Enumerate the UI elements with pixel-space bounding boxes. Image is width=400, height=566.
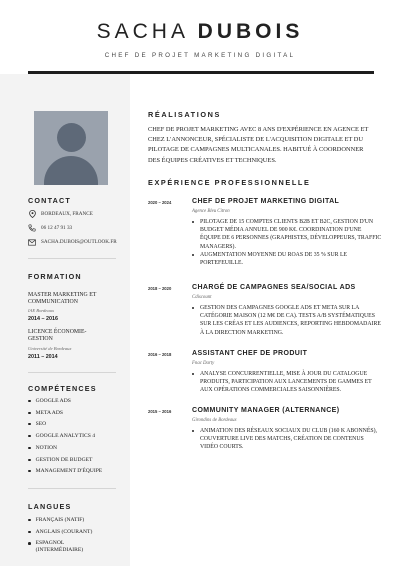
job-company: Cdiscount <box>192 295 212 300</box>
job-bullet: PILOTAGE DE 15 COMPTES CLIENTS B2B ET B2C, GESTION D'UN BUDGET MÉDIA ANNUEL DE 900 K€. COORDINATION D'UNE ÉQUIPE DE 6 PERSONNES (GRAPHISTES, DÉVELOPPEURS, TRAFFIC MANAGERS). <box>192 218 382 251</box>
email-text[interactable]: SACHA.DUBOIS@OUTLOOK.FR <box>41 239 117 245</box>
resume-header <box>0 0 400 72</box>
contact-heading: CONTACT <box>28 196 71 205</box>
job-dates: 2020 – 2024 <box>148 200 172 205</box>
avatar-body <box>44 156 98 185</box>
last-name: DUBOIS <box>197 20 304 43</box>
skill-item: META ADS <box>28 410 63 416</box>
bullet-dot <box>28 423 31 426</box>
job-company: Girondins de Bordeaux <box>192 418 237 423</box>
job-subtitle: CHEF DE PROJET MARKETING DIGITAL <box>104 52 296 59</box>
sidebar-divider <box>28 488 116 489</box>
skill-item: GOOGLE ADS <box>28 398 71 404</box>
bullet-dot <box>192 307 194 309</box>
bullet-dot <box>28 531 31 534</box>
job-bullet: ANALYSE CONCURRENTIELLE, MISE À JOUR DU CATALOGUE PRODUITS, PARTICIPATION AUX LANCEMENTS DE GAMMES ET AUX OPÉRATIONS COMMERCIALES SAISONNIÈRES. <box>192 370 382 395</box>
contact-address <box>28 209 93 219</box>
language-item: ANGLAIS (COURANT) <box>28 529 92 535</box>
education-years: 2014 – 2016 <box>28 316 58 322</box>
job-bullets <box>192 427 382 452</box>
address-text: BORDEAUX, FRANCE <box>41 211 93 217</box>
skill-item: MANAGEMENT D'ÉQUIPE <box>28 468 102 474</box>
sidebar-divider <box>28 258 116 259</box>
bullet-dot <box>28 470 31 473</box>
bullet-dot <box>28 459 31 462</box>
job-title: ASSISTANT CHEF DE PRODUIT <box>192 350 308 357</box>
skill-item: GOOGLE ANALYTICS 4 <box>28 433 95 439</box>
bullet-dot <box>192 373 194 375</box>
job-dates: 2016 – 2018 <box>148 352 172 357</box>
bullet-dot <box>192 221 194 223</box>
bullet-dot <box>192 430 194 432</box>
bullet-dot <box>28 412 31 415</box>
job-title: COMMUNITY MANAGER (ALTERNANCE) <box>192 407 340 414</box>
contact-phone <box>28 223 72 233</box>
skill-item: SEO <box>28 421 46 427</box>
education-degree: MASTER MARKETING ET COMMUNICATION <box>28 292 97 305</box>
education-school: Université de Bordeaux <box>28 346 72 351</box>
bullet-dot <box>28 542 31 545</box>
job-dates: 2015 – 2016 <box>148 409 172 414</box>
education-school: IAE Bordeaux <box>28 308 54 313</box>
skill-item: GESTION DE BUDGET <box>28 457 92 463</box>
job-bullet: ANIMATION DES RÉSEAUX SOCIAUX DU CLUB (160 K ABONNÉS), COUVERTURE LIVE DES MATCHS, CRÉATION DE CONTENUS VIDÉO COURTS. <box>192 427 382 452</box>
job-company: Agence Bleu Citron <box>192 209 230 214</box>
bullet-dot <box>28 519 31 522</box>
education-heading: FORMATION <box>28 272 82 281</box>
bullet-dot <box>28 400 31 403</box>
job-title: CHEF DE PROJET MARKETING DIGITAL <box>192 198 340 205</box>
education-years: 2011 – 2014 <box>28 354 58 360</box>
phone-icon <box>28 224 36 232</box>
experience-heading: EXPÉRIENCE PROFESSIONNELLE <box>148 178 311 187</box>
avatar-head <box>57 123 86 152</box>
job-dates: 2018 – 2020 <box>148 286 172 291</box>
languages-heading: LANGUES <box>28 502 72 511</box>
bullet-dot <box>192 254 194 256</box>
job-bullet: AUGMENTATION MOYENNE DU ROAS DE 35 % SUR LE PORTEFEUILLE. <box>192 251 382 267</box>
bullet-dot <box>28 447 31 450</box>
bullet-dot <box>28 435 31 438</box>
job-bullets <box>192 304 382 337</box>
job-company: Fnac Darty <box>192 361 215 366</box>
language-item: ESPAGNOL (INTERMÉDIAIRE) <box>28 540 98 553</box>
education-degree: LICENCE ÉCONOMIE-GESTION <box>28 329 87 342</box>
full-name <box>0 20 400 44</box>
first-name: SACHA <box>96 20 188 43</box>
job-bullets <box>192 370 382 395</box>
contact-email <box>28 237 117 247</box>
skill-item: NOTION <box>28 445 57 451</box>
phone-text[interactable]: 06 12 47 91 33 <box>41 225 73 231</box>
job-bullet: GESTION DES CAMPAGNES GOOGLE ADS ET META SUR LA CATÉGORIE MAISON (12 M€ DE CA). TESTS A/B SYSTÉMATIQUES SUR LES CRÉAS ET LES AUDIENCES, REPORTING HEBDOMADAIRE À LA DIRECTION MARKETING. <box>192 304 382 337</box>
job-bullets <box>192 218 382 267</box>
job-title: CHARGÉ DE CAMPAGNES SEA/SOCIAL ADS <box>192 284 356 291</box>
location-pin-icon <box>28 210 36 218</box>
avatar-placeholder-icon <box>34 111 108 185</box>
skills-heading: COMPÉTENCES <box>28 384 97 393</box>
summary-text: CHEF DE PROJET MARKETING AVEC 8 ANS D'EXPÉRIENCE EN AGENCE ET CHEZ L'ANNONCEUR, SPÉCIALISTE DE L'ACQUISITION DIGITALE ET DU PILOTAGE DE CAMPAGNES MULTICANALES. HABITUÉ À COORDONNER DES ÉQUIPES CRÉATIVES ET TECHNIQUES. <box>148 126 369 164</box>
sidebar-divider <box>28 372 116 373</box>
envelope-icon <box>28 238 36 246</box>
summary-heading: RÉALISATIONS <box>148 110 221 119</box>
language-item: FRANÇAIS (NATIF) <box>28 517 84 523</box>
